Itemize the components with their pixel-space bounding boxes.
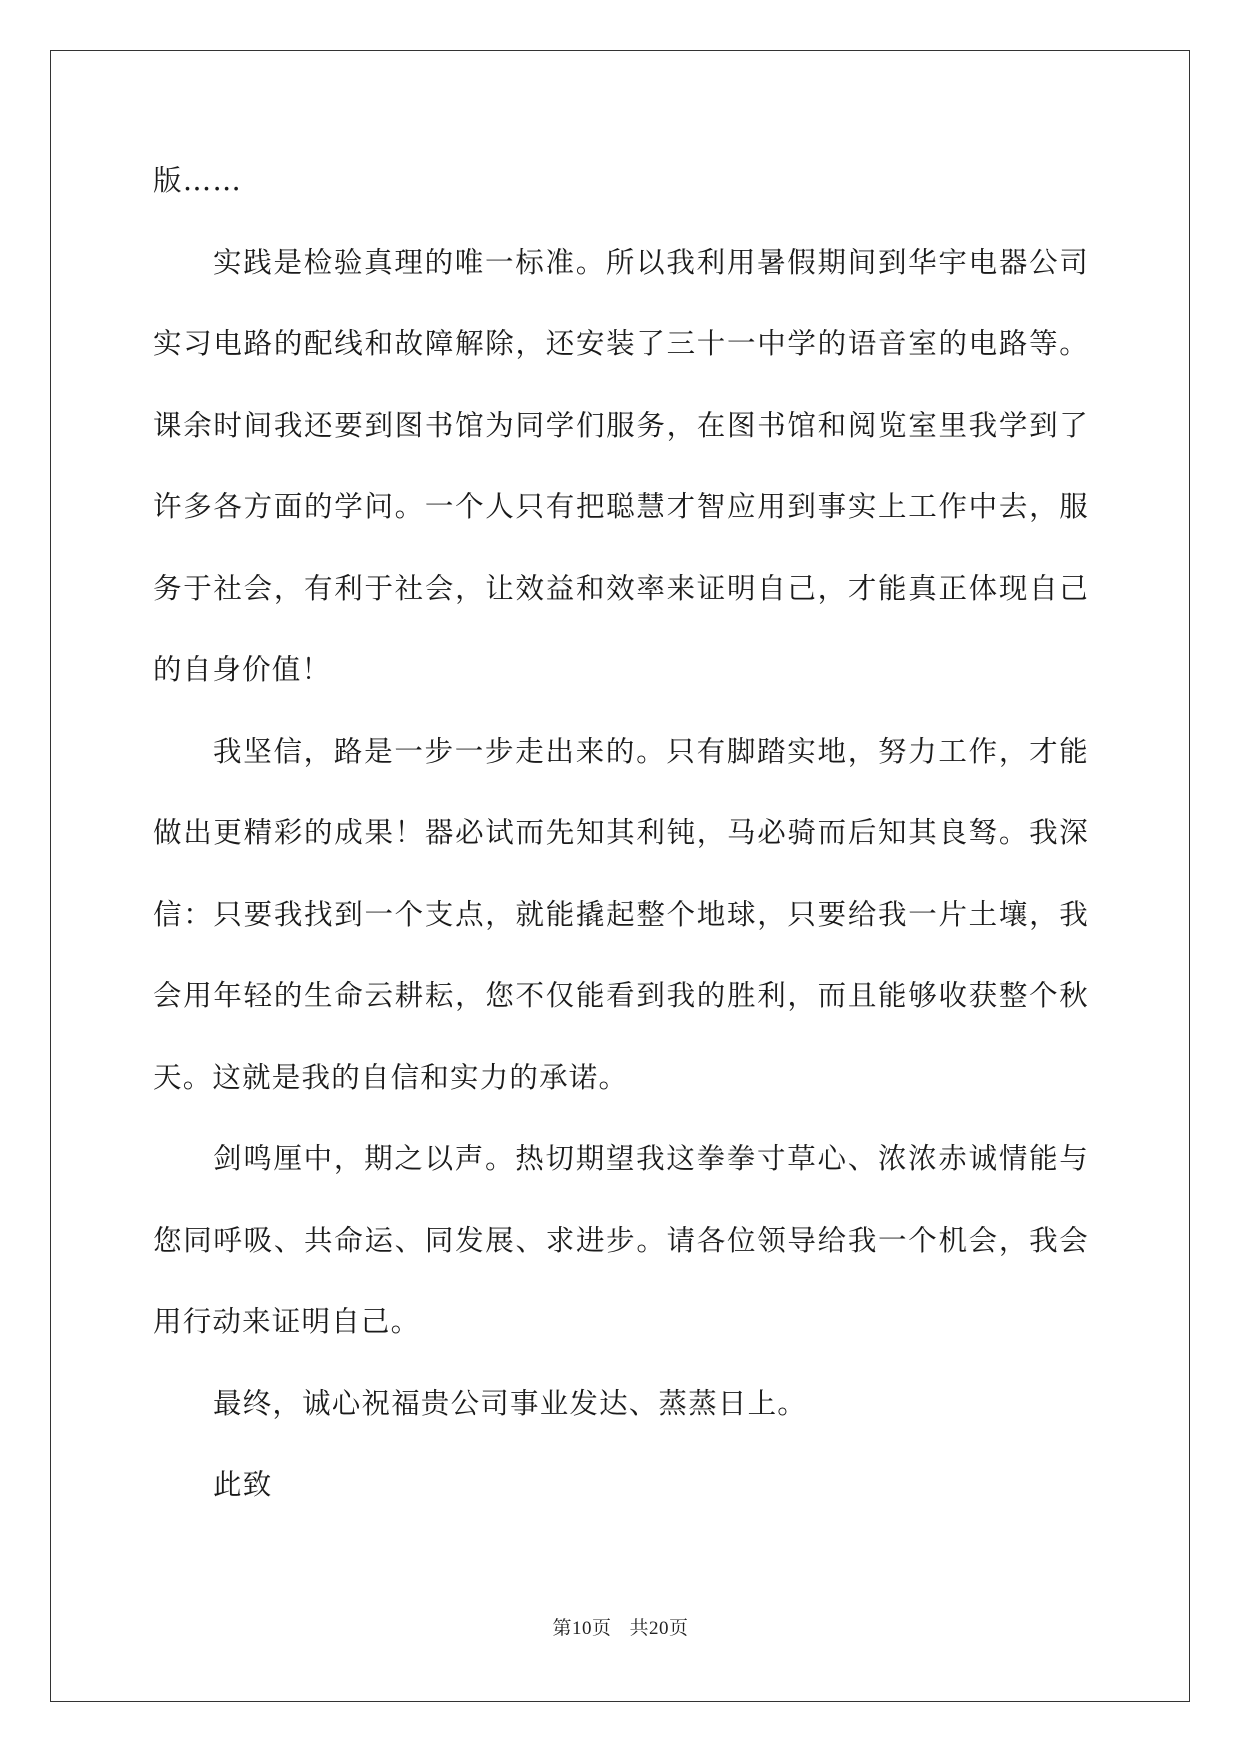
paragraph-hope: 剑鸣厘中，期之以声。热切期望我这拳拳寸草心、浓浓赤诚情能与您同呼吸、共命运、同发展、求进步。请各位领导给我一个机会，我会用行动来证明自己。 xyxy=(153,1142,1089,1338)
page-footer xyxy=(0,1613,1241,1640)
page-label-prefix: 第 xyxy=(552,1618,572,1639)
paragraph-continuation: 版…… xyxy=(153,164,243,197)
total-pages-number: 20 xyxy=(649,1618,670,1639)
paragraph-belief: 我坚信，路是一步一步走出来的。只有脚踏实地，努力工作，才能做出更精彩的成果！器必试而先知其利钝，马必骑而后知其良驽。我深信：只要我找到一个支点，就能撬起整个地球，只要给我一片土壤，我会用年轻的生命云耕耘，您不仅能看到我的胜利，而且能够收获整个秋天。这就是我的自信和实力的承诺。 xyxy=(153,734,1089,1094)
paragraph-wishes: 最终，诚心祝福贵公司事业发达、蒸蒸日上。 xyxy=(213,1386,808,1420)
page-label-mid: 页 xyxy=(591,1618,612,1639)
total-label-prefix: 共 xyxy=(629,1618,650,1639)
current-page-number: 10 xyxy=(571,1618,592,1639)
paragraph-practice: 实践是检验真理的唯一标准。所以我利用暑假期间到华宇电器公司实习电路的配线和故障解除，还安装了三十一中学的语音室的电路等。课余时间我还要到图书馆为同学们服务，在图书馆和阅览室里我学到了许多各方面的学问。一个人只有把聪慧才智应用到事实上工作中去，服务于社会，有利于社会，让效益和效率来证明自己，才能真正体现自己的自身价值！ xyxy=(153,245,1089,686)
total-label-suffix: 页 xyxy=(669,1618,689,1639)
paragraph-closing: 此致 xyxy=(213,1468,273,1501)
document-body xyxy=(153,160,1089,1526)
